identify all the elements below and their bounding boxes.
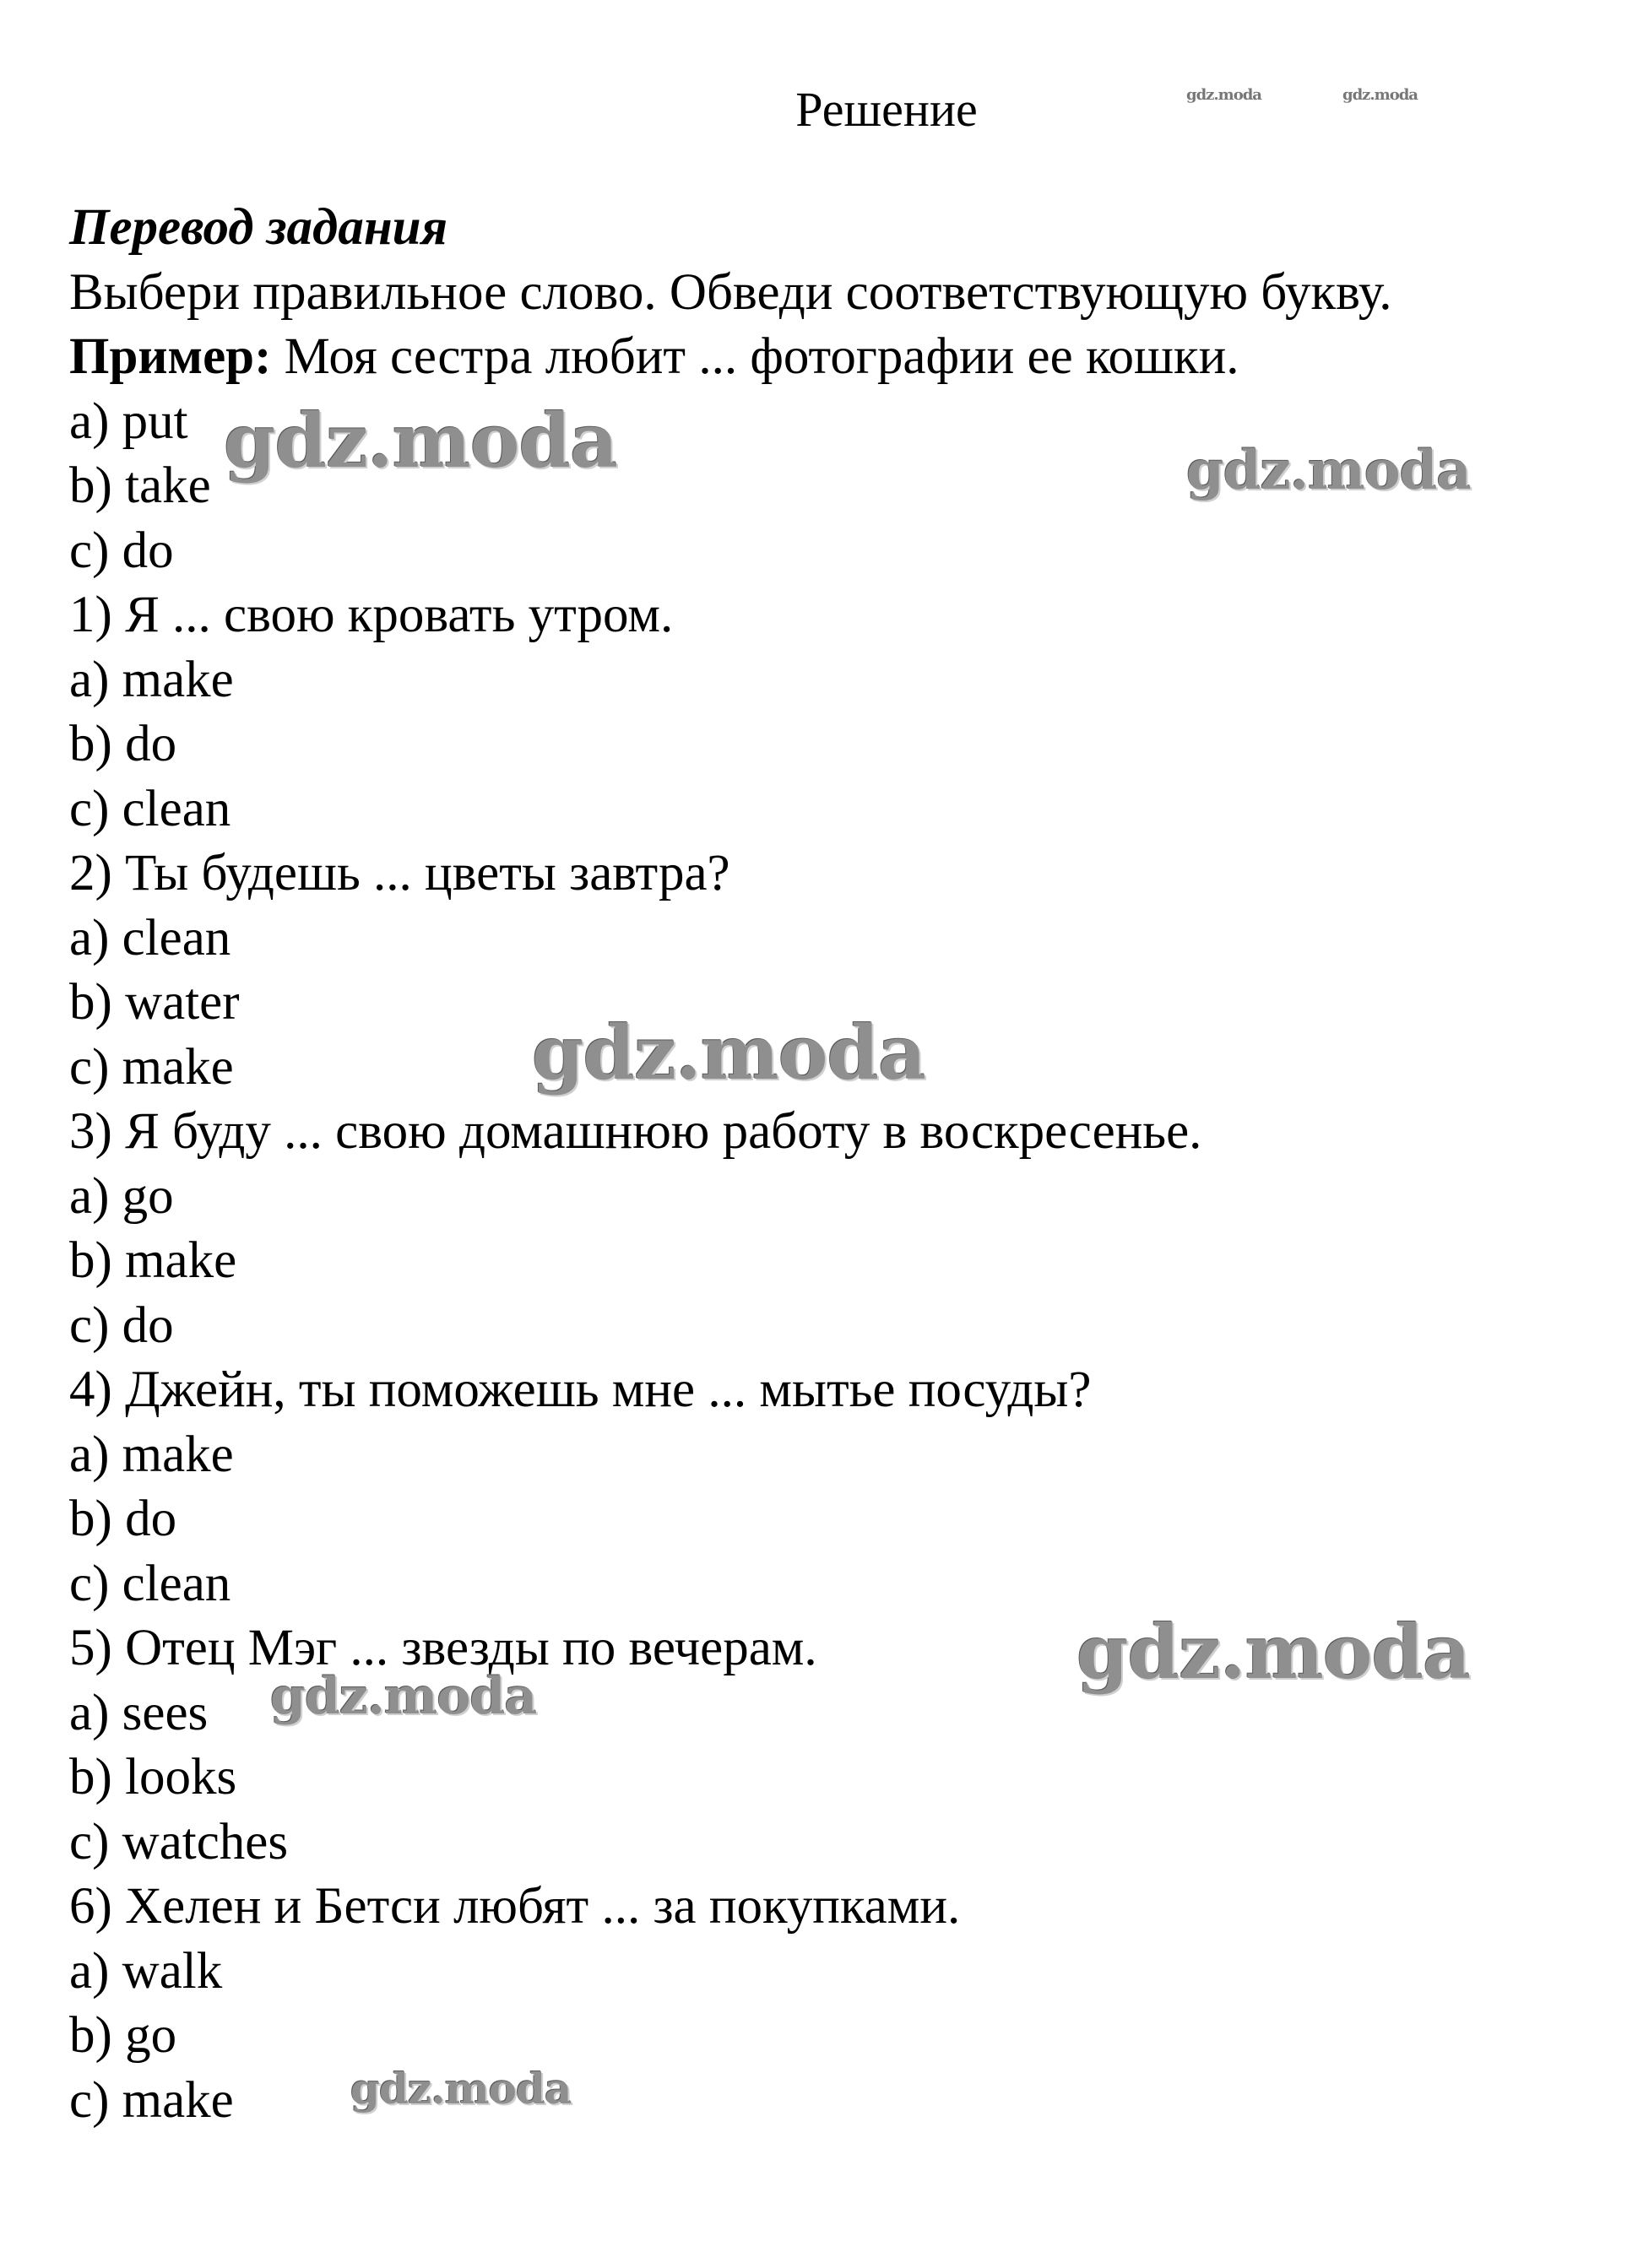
watermark: gdz.moda xyxy=(224,397,618,484)
question-option: b) do xyxy=(69,1491,177,1547)
example-option: c) do xyxy=(69,522,174,579)
question-text: 3) Я буду ... свою домашнюю работу в воскресенье. xyxy=(69,1103,1202,1160)
question-text: 6) Хелен и Бетси любят ... за покупками. xyxy=(69,1878,961,1935)
watermark: gdz.moda xyxy=(1186,439,1471,502)
question-option: c) watches xyxy=(69,1813,289,1870)
example-line xyxy=(69,325,1589,390)
page-title: Решение xyxy=(795,82,978,137)
question-text: 4) Джейн, ты поможешь мне ... мытье посуды? xyxy=(69,1361,1092,1418)
watermark: gdz.moda xyxy=(1342,86,1418,104)
question-option: c) clean xyxy=(69,780,231,837)
watermark: gdz.moda xyxy=(1186,86,1261,104)
question-option: a) make xyxy=(69,651,234,708)
question-option: b) make xyxy=(69,1232,237,1289)
question-option: c) make xyxy=(69,1038,234,1096)
example-text: Моя сестра любит ... фотографии ее кошки. xyxy=(271,328,1239,385)
question-option: b) water xyxy=(69,974,240,1031)
question-option: a) clean xyxy=(69,909,231,966)
watermark: gdz.moda xyxy=(1077,1608,1471,1696)
example-label: Пример: xyxy=(69,328,272,385)
instruction-text: Выбери правильное слово. Обведи соответствующую букву. xyxy=(69,263,1392,321)
watermark: gdz.moda xyxy=(350,2064,572,2114)
question-option: b) go xyxy=(69,2007,177,2064)
question-option: a) go xyxy=(69,1167,174,1225)
question-option: c) make xyxy=(69,2071,234,2129)
example-option: a) put xyxy=(69,392,188,450)
question-text: 2) Ты будешь ... цветы завтра? xyxy=(69,845,730,901)
question-option: a) walk xyxy=(69,1942,223,2000)
question-option: b) do xyxy=(69,716,177,772)
question-option: a) sees xyxy=(69,1684,209,1741)
question-option: c) do xyxy=(69,1296,174,1354)
section-heading: Перевод задания xyxy=(69,199,448,256)
watermark: gdz.moda xyxy=(270,1667,537,1726)
question-text: 1) Я ... свою кровать утром. xyxy=(69,587,674,643)
question-text: 5) Отец Мэг ... звезды по вечерам. xyxy=(69,1620,817,1676)
question-option: a) make xyxy=(69,1426,234,1483)
document-body xyxy=(69,196,1589,2133)
question-option: b) looks xyxy=(69,1749,237,1805)
example-option: b) take xyxy=(69,457,211,514)
watermark: gdz.moda xyxy=(532,1009,926,1096)
question-option: c) clean xyxy=(69,1555,231,1612)
